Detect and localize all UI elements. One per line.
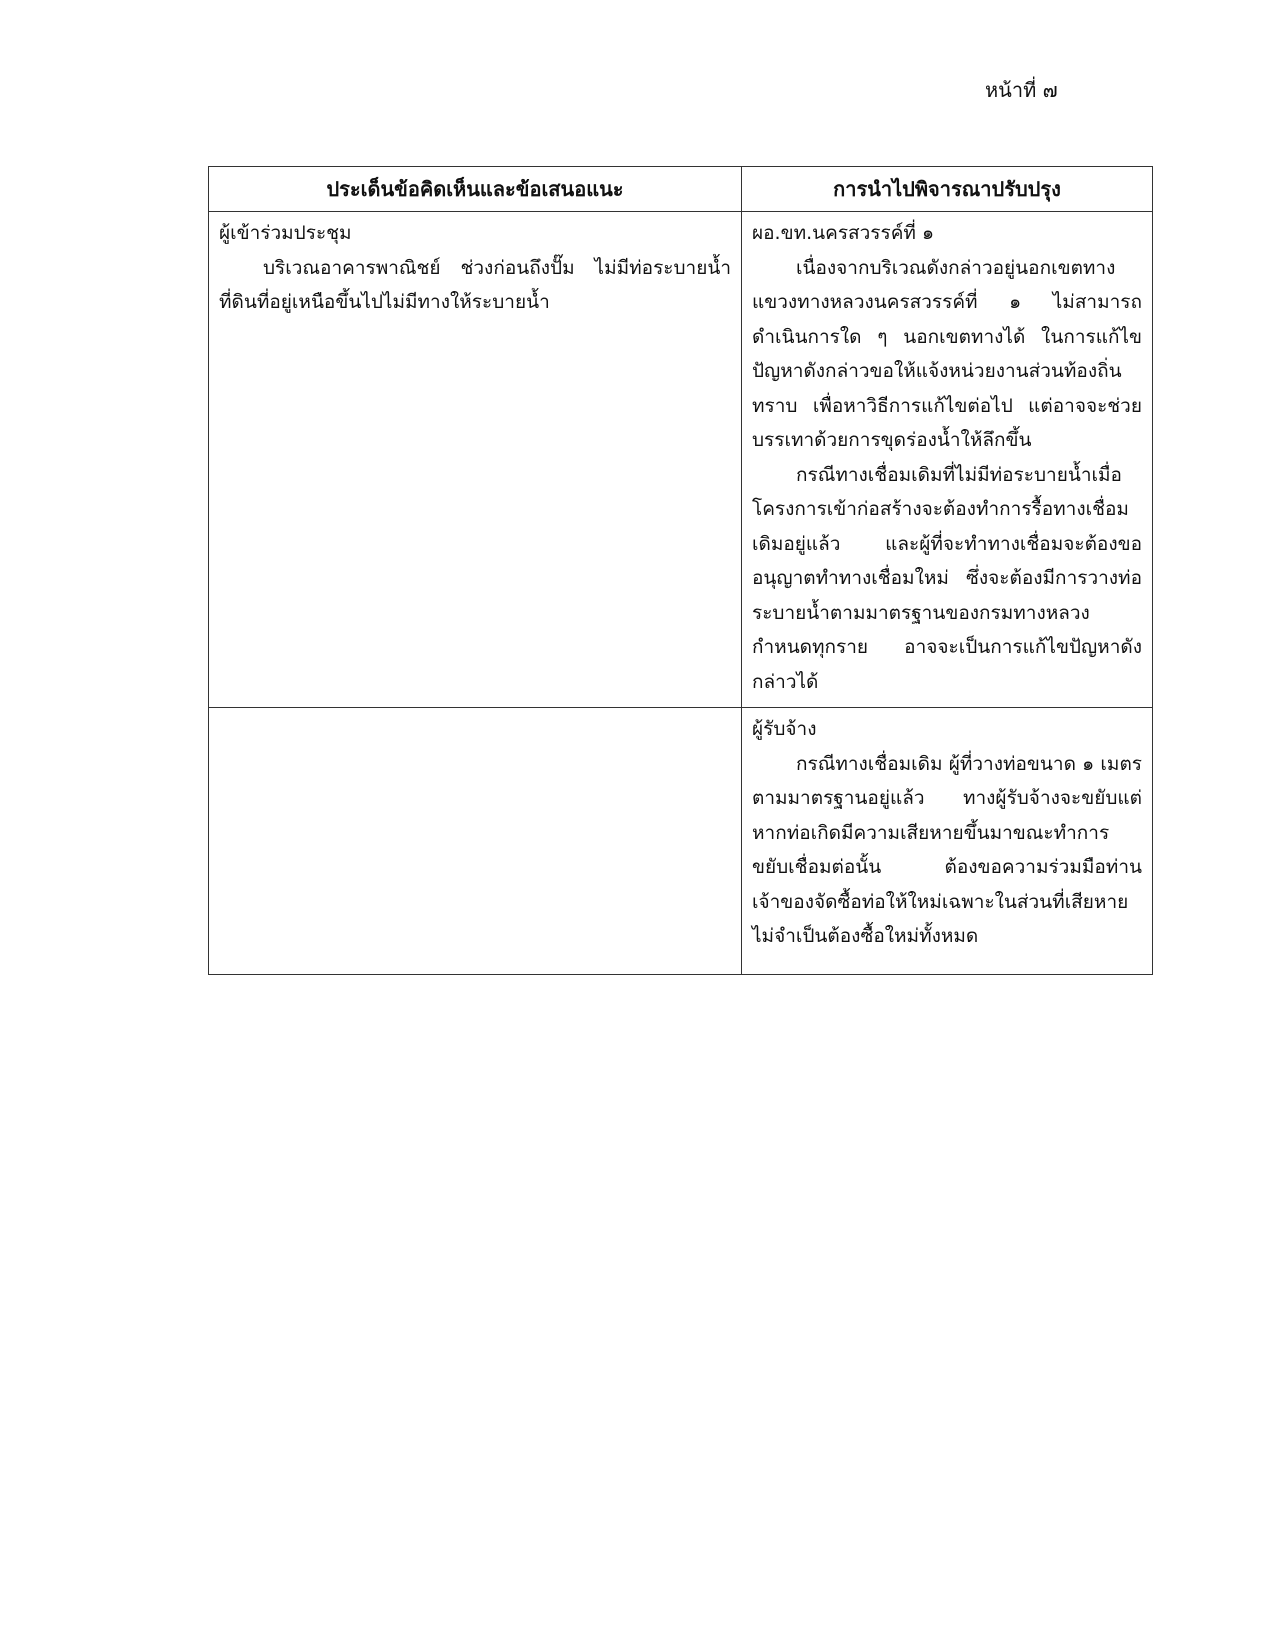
- comment-cell: [209, 708, 742, 975]
- header-consideration-improvement: การนำไปพิจารณาปรับปรุง: [742, 167, 1153, 212]
- cell-paragraph: กรณีทางเชื่อมเดิม ผู้ที่วางท่อขนาด ๑ เมตรตามมาตรฐานอยู่แล้ว ทางผู้รับจ้างจะขยับแต่หากท่อเกิดมีความเสียหายขึ้นมาขณะทำการขยับเชื่อมต่อนั้น ต้องขอความร่วมมือท่านเจ้าของจัดซื้อท่อให้ใหม่เฉพาะในส่วนที่เสียหายไม่จำเป็นต้องซื้อใหม่ทั้งหมด: [752, 752, 1142, 947]
- table-row: [209, 708, 1153, 975]
- response-cell: [742, 708, 1153, 975]
- cell-heading: ผู้รับจ้าง: [752, 718, 817, 740]
- comment-cell: [209, 212, 742, 708]
- cell-paragraph: กรณีทางเชื่อมเดิมที่ไม่มีท่อระบายน้ำเมื่อโครงการเข้าก่อสร้างจะต้องทำการรื้อทางเชื่อมเดิมอยู่แล้ว และผู้ที่จะทำทางเชื่อมจะต้องขออนุญาตทำทางเชื่อมใหม่ ซึ่งจะต้องมีการวางท่อระบายน้ำตามมาตรฐานของกรมทางหลวงกำหนดทุกราย อาจจะเป็นการแก้ไขปัญหาดังกล่าวได้: [752, 463, 1142, 693]
- cell-heading: ผอ.ขท.นครสวรรค์ที่ ๑: [752, 222, 935, 244]
- response-cell: [742, 212, 1153, 708]
- cell-paragraph: บริเวณอาคารพาณิชย์ ช่วงก่อนถึงปั๊ม ไม่มีท่อระบายน้ำที่ดินที่อยู่เหนือขึ้นไปไม่มีทางให้ระบายน้ำ: [219, 256, 731, 313]
- table-header-row: [209, 167, 1153, 212]
- page-number: หน้าที่ ๗: [985, 78, 1058, 102]
- header-comments-suggestions: ประเด็นข้อคิดเห็นและข้อเสนอแนะ: [209, 167, 742, 212]
- comments-table: [208, 166, 1153, 975]
- cell-paragraph: เนื่องจากบริเวณดังกล่าวอยู่นอกเขตทางแขวงทางหลวงนครสวรรค์ที่ ๑ ไม่สามารถดำเนินการใด ๆ นอกเขตทางได้ ในการแก้ไขปัญหาดังกล่าวขอให้แจ้งหน่วยงานส่วนท้องถิ่นทราบ เพื่อหาวิธีการแก้ไขต่อไป แต่อาจจะช่วยบรรเทาด้วยการขุดร่องน้ำให้ลึกขึ้น: [752, 256, 1142, 451]
- cell-heading: ผู้เข้าร่วมประชุม: [219, 222, 352, 244]
- table-row: [209, 212, 1153, 708]
